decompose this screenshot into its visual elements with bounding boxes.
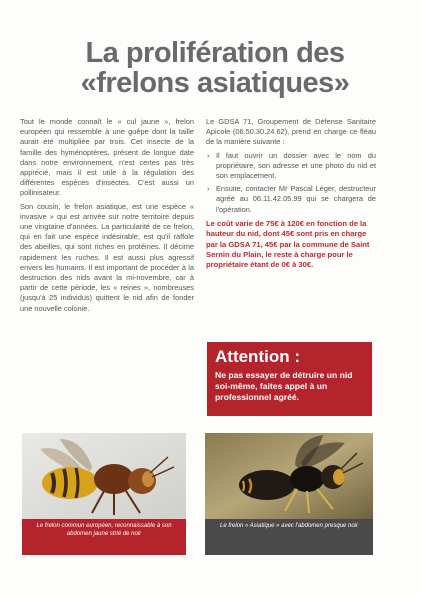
left-paragraph-1: Tout le monde connaît le « cul jaune », frelon européen qui ressemble à une guêpe dont la taille aurait été multipliée par trois. Cet insecte de la famille des hyménoptères, présent de longue date dans notre environnement, n'est certes pas très apprécié, mais il est utile à la régulation des différentes espèces d'insectes. C'est aussi un pollinisateur. (20, 117, 194, 198)
asian-hornet-caption: Le frelon « Asiatique » avec l'abdomen presque noir (205, 519, 373, 555)
procedure-item: › Ensuite, contacter Mr Pascal Léger, destructeur agréé au 06.11.42.05.99 qui se chargera de l'opération. (206, 184, 376, 215)
european-hornet-photo (22, 433, 186, 519)
attention-body: Ne pas essayer de détruire un nid soi-même, faites appel à un professionnel agréé. (215, 370, 353, 403)
cost-note: Le coût varie de 75€ à 120€ en fonction de la hauteur du nid, dont 45€ sont pris en charge par la GDSA 71, 45€ par la commune de Saint Sernin du Plain, le reste à charge pour le propriétaire étant de 0€ à 30€. (206, 218, 370, 270)
attention-box (207, 342, 372, 416)
procedure-list (206, 151, 376, 215)
left-column (20, 117, 194, 317)
procedure-item: › Il faut ouvrir un dossier avec le nom du propriétaire, son adresse et une photo du nid et son emplacement. (206, 151, 376, 182)
right-column (206, 117, 376, 274)
left-paragraph-2: Son cousin, le frelon asiatique, est une espèce « invasive » qui est arrivée sur notre territoire depuis une vingtaine d'années. La particularité de ce frelon, qui en fait une espèce indésirable, est qu'il raffole des abeilles, qui sont riches en protéines. Il décime rapidement les ruches. Il est aussi plus agressif envers les humains. Il est important de procéder à la destruction des nids avant la mi-novembre, car à partir de cette période, les « reines », nombreuses (jusqu'à 25 individus) quittent le nid afin de fonder une nouvelle colonie. (20, 201, 194, 313)
asian-hornet-figure (205, 433, 373, 555)
european-hornet-caption: Le frelon commun européen, reconnaissable à son abdomen jaune strié de noir (22, 519, 186, 555)
title-line-2: «frelons asiatiques» (80, 67, 350, 99)
attention-heading: Attention : (215, 347, 300, 366)
right-intro: Le GDSA 71, Groupement de Défense Sanitaire Apicole (06.50.30.24.62), prend en charge ce fléau de la manière suivante : (206, 117, 376, 147)
european-hornet-figure (22, 433, 186, 555)
asian-hornet-photo (205, 433, 373, 519)
asian-hornet-image (205, 433, 373, 519)
article-title (30, 38, 400, 98)
european-hornet-image (22, 433, 186, 519)
title-line-1: La prolifération des (85, 37, 345, 69)
